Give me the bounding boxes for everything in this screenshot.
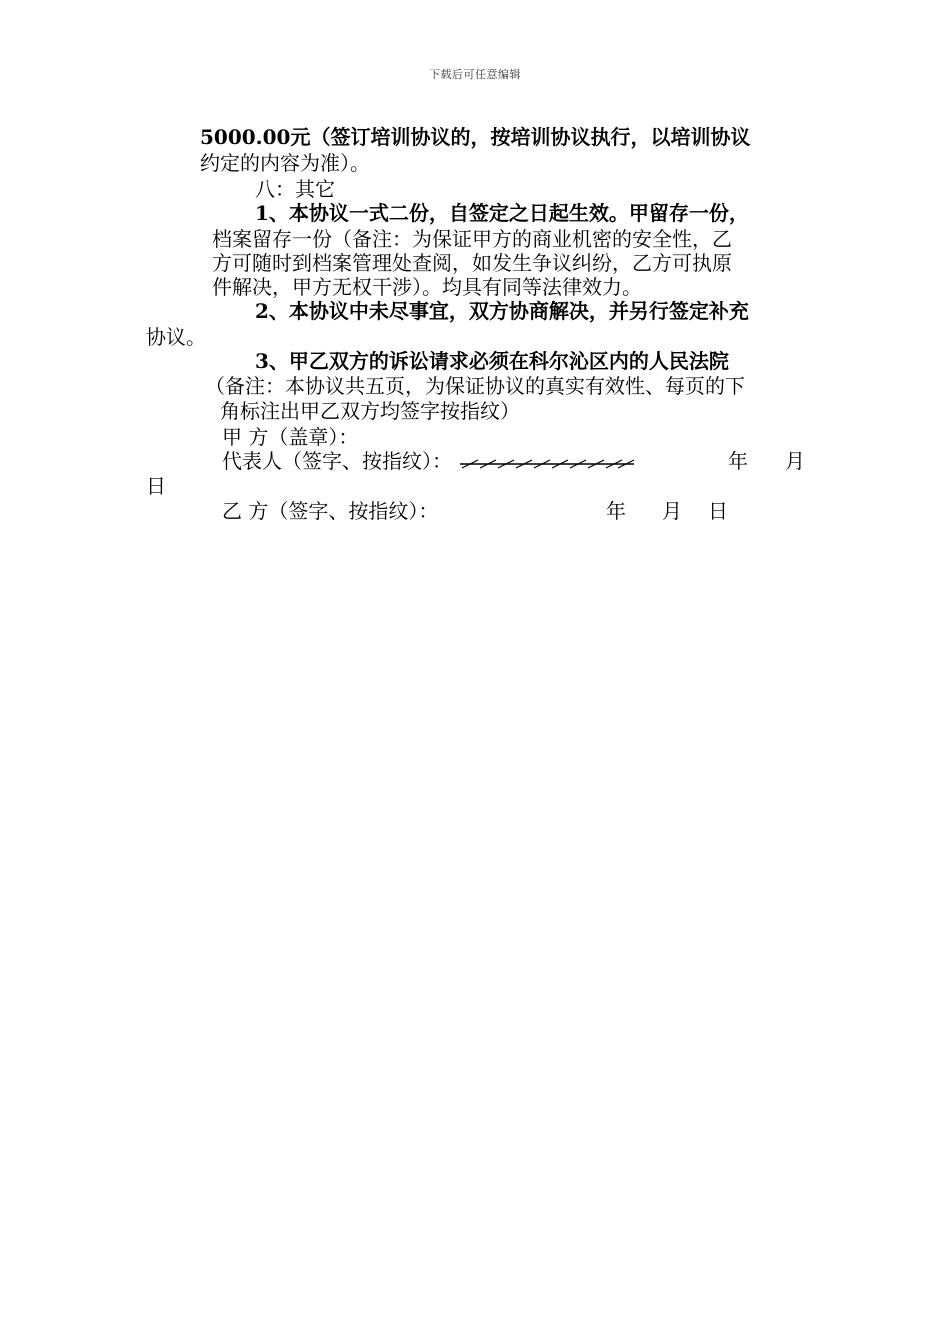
paragraph-line: 角标注出甲乙双方均签字按指纹） bbox=[220, 399, 520, 423]
paragraph-line: （备注：本协议共五页，为保证协议的真实有效性、每页的下 bbox=[205, 374, 745, 398]
paragraph-line: 协议。 bbox=[146, 325, 206, 349]
party-a-label: 甲 方（盖章）： bbox=[222, 425, 359, 449]
representative-label bbox=[222, 448, 636, 474]
page-header: 下载后可任意编辑 bbox=[429, 68, 521, 81]
paragraph-line: 约定的内容为准）。 bbox=[200, 151, 370, 175]
paragraph-line: 2、本协议中未尽事宜，双方协商解决，并另行签定补充 bbox=[255, 299, 749, 323]
signature-strike-mark bbox=[458, 456, 636, 470]
party-b-day-label: 日 bbox=[708, 499, 728, 523]
paragraph-line: 1、本协议一式二份，自签定之日起生效。甲留存一份， bbox=[255, 201, 749, 225]
paragraph-line: 方可随时到档案管理处查阅，如发生争议纠纷，乙方可执原 bbox=[212, 251, 732, 275]
section-title: 八：其它 bbox=[255, 177, 335, 201]
date-day-label: 日 bbox=[146, 474, 166, 498]
party-b-month-label: 月 bbox=[662, 499, 682, 523]
paragraph-line: 5000.00元（签订培训协议的，按培训协议执行，以培训协议 bbox=[200, 125, 751, 149]
paragraph-line: 档案留存一份（备注：为保证甲方的商业机密的安全性，乙 bbox=[212, 227, 732, 251]
date-year-label: 年 bbox=[728, 449, 748, 473]
paragraph-line: 件解决，甲方无权干涉）。均具有同等法律效力。 bbox=[212, 275, 642, 299]
paragraph-line: 3、甲乙双方的诉讼请求必须在科尔沁区内的人民法院 bbox=[255, 349, 729, 373]
party-b-label: 乙 方（签字、按指纹）： bbox=[222, 499, 439, 523]
date-month-label: 月 bbox=[785, 449, 805, 473]
party-b-year-label: 年 bbox=[606, 499, 626, 523]
representative-label-text: 代表人（签字、按指纹）： bbox=[222, 449, 452, 473]
